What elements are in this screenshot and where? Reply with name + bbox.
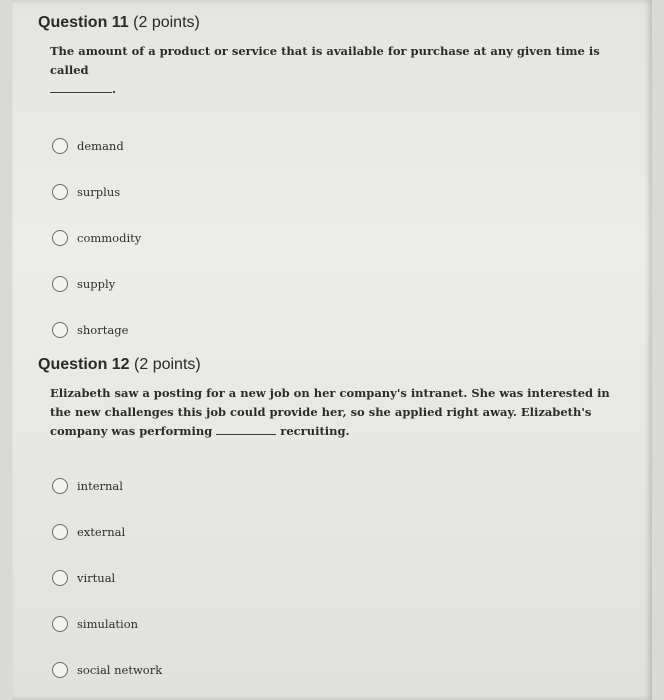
radio-button[interactable] <box>52 478 68 494</box>
option-label: social network <box>77 663 163 677</box>
option-surplus[interactable] <box>52 169 638 215</box>
radio-button[interactable] <box>52 276 68 292</box>
option-label: virtual <box>77 571 116 585</box>
question-number: Question 11 <box>38 14 129 31</box>
radio-button[interactable] <box>52 184 68 200</box>
radio-button[interactable] <box>52 230 68 246</box>
option-shortage[interactable] <box>52 307 638 353</box>
answer-blank <box>216 423 276 435</box>
prompt-after: recruiting. <box>280 424 350 438</box>
option-internal[interactable] <box>52 463 638 509</box>
question-prompt <box>50 42 630 99</box>
option-label: external <box>77 525 126 539</box>
radio-button[interactable] <box>52 570 68 586</box>
option-demand[interactable] <box>52 123 638 169</box>
question-points: (2 points) <box>134 356 201 373</box>
question-11 <box>38 14 638 353</box>
option-external[interactable] <box>52 509 638 555</box>
option-label: supply <box>77 277 116 291</box>
quiz-page <box>12 0 652 700</box>
prompt-text: Elizabeth saw a posting for a new job on her company's intranet. She was interested in the new challenges this job could provide her, so she applied right away. Elizabeth's company was performing <box>50 386 610 438</box>
option-simulation[interactable] <box>52 601 638 647</box>
option-commodity[interactable] <box>52 215 638 261</box>
question-12 <box>38 356 638 693</box>
question-header <box>38 14 638 32</box>
prompt-end: . <box>112 82 117 96</box>
answer-blank <box>50 81 112 93</box>
question-number: Question 12 <box>38 356 130 373</box>
answer-options <box>52 123 638 353</box>
question-prompt <box>50 384 630 441</box>
option-label: demand <box>77 139 124 153</box>
radio-button[interactable] <box>52 322 68 338</box>
radio-button[interactable] <box>52 138 68 154</box>
option-virtual[interactable] <box>52 555 638 601</box>
answer-options <box>52 463 638 693</box>
question-points: (2 points) <box>133 14 200 31</box>
prompt-text: The amount of a product or service that is available for purchase at any given time is called <box>50 44 600 77</box>
radio-button[interactable] <box>52 524 68 540</box>
option-social-network[interactable] <box>52 647 638 693</box>
option-supply[interactable] <box>52 261 638 307</box>
option-label: commodity <box>77 231 142 245</box>
radio-button[interactable] <box>52 616 68 632</box>
option-label: internal <box>77 479 123 493</box>
option-label: simulation <box>77 617 139 631</box>
option-label: shortage <box>77 323 129 337</box>
question-header <box>38 356 638 374</box>
radio-button[interactable] <box>52 662 68 678</box>
option-label: surplus <box>77 185 121 199</box>
